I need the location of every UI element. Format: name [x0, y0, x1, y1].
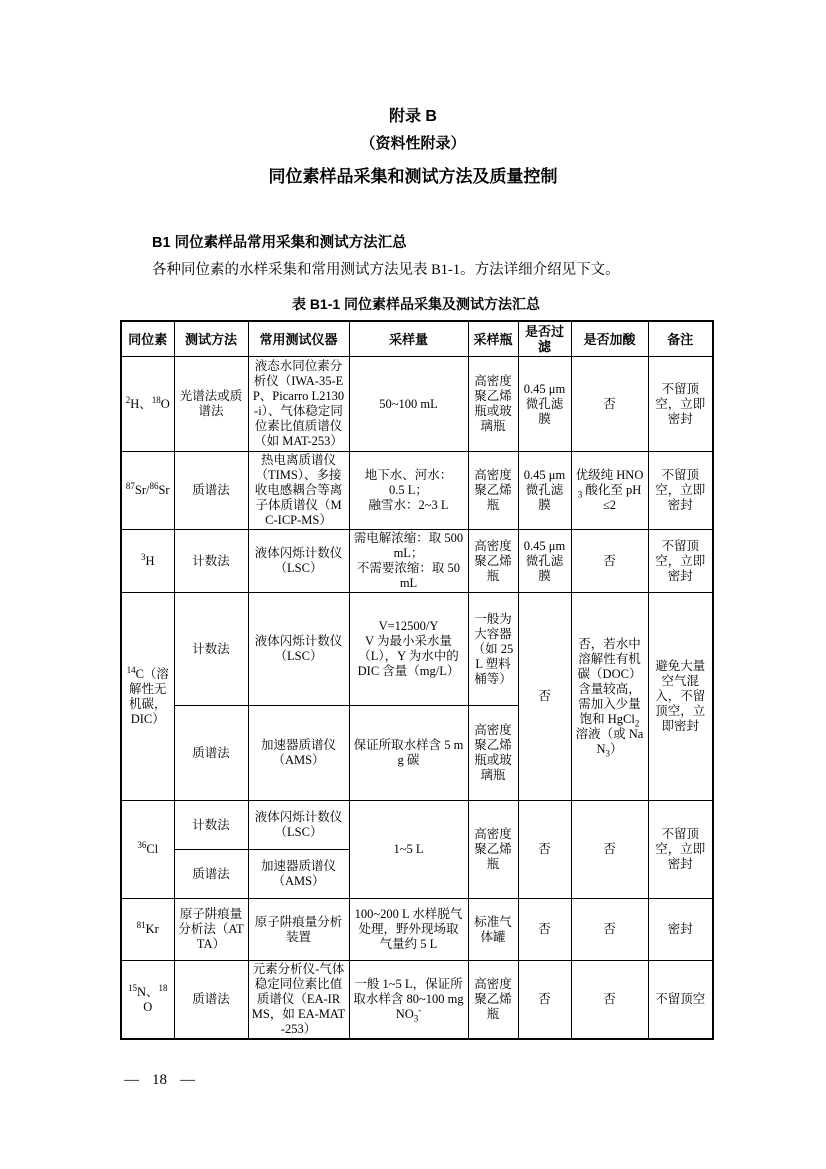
- table-cell: 高密度聚乙烯瓶或玻璃瓶: [468, 706, 518, 801]
- table-cell: 否: [571, 801, 648, 899]
- table-header-row: [121, 321, 713, 357]
- table-cell: 高密度聚乙烯瓶: [468, 452, 518, 530]
- intro-paragraph: 各种同位素的水样采集和常用测试方法见表 B1-1。方法详细介绍见下文。: [152, 262, 620, 278]
- table-cell: 质谱法: [174, 961, 248, 1040]
- table-cell: 元素分析仪-气体稳定同位素比值质谱仪（EA-IRMS，如 EA-MAT-253）: [248, 961, 349, 1040]
- table-cell: 高密度聚乙烯瓶: [468, 961, 518, 1040]
- appendix-type-label: （资料性附录）: [360, 135, 466, 152]
- table-cell: $^{15}$N、$^{18}$O: [121, 961, 174, 1040]
- table-cell: 高密度聚乙烯瓶或玻璃瓶: [468, 357, 518, 452]
- column-header: 常用测试仪器: [248, 321, 349, 357]
- table-cell: $^{36}$Cl: [121, 801, 174, 899]
- table-cell: 液体闪烁计数仪（LSC）: [248, 530, 349, 593]
- footer-dash-left: —: [124, 1072, 139, 1088]
- table-cell: 液体闪烁计数仪（LSC）: [248, 801, 349, 850]
- table-cell: V=12500/Y V 为最小采水量（L），Y 为水中的 DIC 含量（mg/L）: [349, 593, 468, 706]
- table-cell: 不留顶空，立即密封: [648, 357, 713, 452]
- table-cell: 密封: [648, 899, 713, 961]
- table-cell: 否: [571, 899, 648, 961]
- table-cell: 100~200 L 水样脱气处理，野外现场取气量约 5 L: [349, 899, 468, 961]
- table-cell: 否: [571, 530, 648, 593]
- table-cell: 不留顶空: [648, 961, 713, 1040]
- column-header: 采样量: [349, 321, 468, 357]
- table-cell: 计数法: [174, 801, 248, 850]
- table-cell: 高密度聚乙烯瓶: [468, 801, 518, 899]
- column-header: 是否过滤: [518, 321, 571, 357]
- table-cell: 否: [518, 801, 571, 899]
- table-cell: $^{14}$C（溶解性无机碳，DIC）: [121, 593, 174, 801]
- column-header: 是否加酸: [571, 321, 648, 357]
- table-cell: 0.45 μm 微孔滤膜: [518, 452, 571, 530]
- table-cell: 加速器质谱仪（AMS）: [248, 850, 349, 899]
- section-heading: B1 同位素样品常用采集和测试方法汇总: [152, 235, 407, 251]
- table-cell: 高密度聚乙烯瓶: [468, 530, 518, 593]
- table-cell: 否: [571, 357, 648, 452]
- table-cell: 不留顶空，立即密封: [648, 452, 713, 530]
- table-cell: 原子阱痕量分析装置: [248, 899, 349, 961]
- table-cell: 标准气体罐: [468, 899, 518, 961]
- table-cell: $^2$H、$^{18}$O: [121, 357, 174, 452]
- table-row: [121, 593, 713, 706]
- table-cell: 50~100 mL: [349, 357, 468, 452]
- table-cell: 液体闪烁计数仪（LSC）: [248, 593, 349, 706]
- table-cell: 地下水、河水： 0.5 L； 融雪水：2~3 L: [349, 452, 468, 530]
- table-cell: 优级纯 $HNO_3$ 酸化至 pH≤2: [571, 452, 648, 530]
- column-header: 备注: [648, 321, 713, 357]
- table-cell: 否，若水中溶解性有机碳（DOC）含量较高，需加入少量饱和 HgCl$_2$ 溶液（或 NaN$_3$）: [571, 593, 648, 801]
- column-header: 同位素: [121, 321, 174, 357]
- table-cell: $^{87}$Sr/$^{86}$Sr: [121, 452, 174, 530]
- table-cell: 否: [518, 593, 571, 801]
- table-cell: 需电解浓缩：取 500 mL； 不需要浓缩：取 50 mL: [349, 530, 468, 593]
- table-cell: 原子阱痕量分析法（ATTA）: [174, 899, 248, 961]
- footer-dash-right: —: [180, 1072, 195, 1088]
- table-cell: 1~5 L: [349, 801, 468, 899]
- table-cell: 热电离质谱仪（TIMS）、多接收电感耦合等离子体质谱仪（MC-ICP-MS）: [248, 452, 349, 530]
- table-cell: 液态水同位素分析仪（IWA-35-EP、Picarro L2130-i）、气体稳定同位素比值质谱仪（如 MAT-253）: [248, 357, 349, 452]
- table-cell: 否: [571, 961, 648, 1040]
- table-cell: 保证所取水样含 5 mg 碳: [349, 706, 468, 801]
- table-row: [121, 961, 713, 1040]
- table-row: [121, 801, 713, 850]
- column-header: 测试方法: [174, 321, 248, 357]
- table-row: [121, 357, 713, 452]
- isotope-methods-table: [120, 320, 714, 1040]
- table-cell: 0.45 μm 微孔滤膜: [518, 530, 571, 593]
- column-header: 采样瓶: [468, 321, 518, 357]
- table-cell: $^{81}$Kr: [121, 899, 174, 961]
- table-cell: 计数法: [174, 593, 248, 706]
- table-cell: 不留顶空，立即密封: [648, 530, 713, 593]
- table-cell: 不留顶空，立即密封: [648, 801, 713, 899]
- table-cell: 质谱法: [174, 850, 248, 899]
- table-cell: 0.45 μm 微孔滤膜: [518, 357, 571, 452]
- table-row: [121, 452, 713, 530]
- table-cell: 加速器质谱仪（AMS）: [248, 706, 349, 801]
- table-cell: 否: [518, 961, 571, 1040]
- table-cell: 一般为大容器（如 25 L 塑料桶等）: [468, 593, 518, 706]
- table-cell: 一般 1~5 L，保证所取水样含 80~100 mgNO$_3$-: [349, 961, 468, 1040]
- page-footer: [124, 1070, 195, 1090]
- page-number: 18: [152, 1072, 167, 1088]
- table-row: [121, 899, 713, 961]
- table-cell: $^3$H: [121, 530, 174, 593]
- table-cell: 光谱法或质谱法: [174, 357, 248, 452]
- table-row: [121, 530, 713, 593]
- table-cell: 避免大量空气混入，不留顶空，立即密封: [648, 593, 713, 801]
- table-caption: 表 B1-1 同位素样品采集及测试方法汇总: [291, 296, 541, 312]
- table-cell: 计数法: [174, 530, 248, 593]
- table-cell: 否: [518, 899, 571, 961]
- table-body: [121, 357, 713, 1040]
- appendix-label: 附录 B: [388, 108, 437, 125]
- table-cell: 质谱法: [174, 706, 248, 801]
- content-column: [120, 233, 712, 1040]
- table-cell: 质谱法: [174, 452, 248, 530]
- page-title: 同位素样品采集和测试方法及质量控制: [268, 167, 558, 186]
